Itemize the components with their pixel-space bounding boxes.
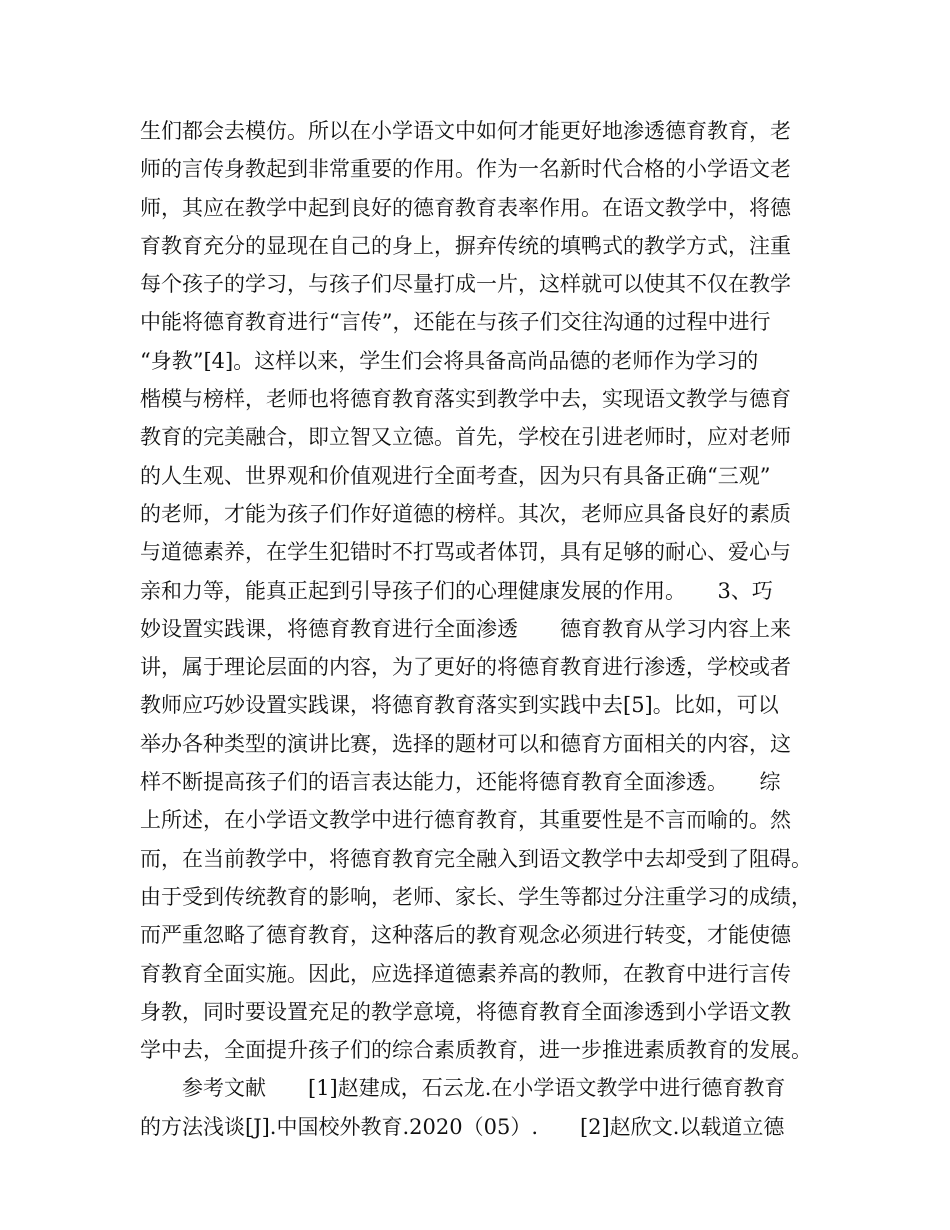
text-line: “身教”[4]。这样以来，学生们会将具备高尚品德的老师作为学习的 (140, 348, 759, 373)
text-line: 样不断提高孩子们的语言表达能力，还能将德育教育全面渗透。 综 (140, 770, 781, 795)
text-line: 教师应巧妙设置实践课，将德育教育落实到实践中去[5]。比如，可以 (140, 693, 779, 718)
text-line: 育教育充分的显现在自己的身上，摒弃传统的填鸭式的教学方式，注重 (140, 233, 791, 258)
text-line: 每个孩子的学习，与孩子们尽量打成一片，这样就可以使其不仅在教学 (140, 272, 791, 297)
text-line: 中能将德育教育进行“言传”，还能在与孩子们交往沟通的过程中进行 (140, 310, 771, 335)
reference-line: 参考文献 [1]赵建成，石云龙.在小学语文教学中进行德育教育 (140, 1076, 786, 1101)
text-line: 与道德素养，在学生犯错时不打骂或者体罚，具有足够的耐心、爱心与 (140, 540, 791, 565)
reference-line: 的方法浅谈[J].中国校外教育.2020（05）. [2]赵欣文.以载道立德 (140, 1114, 785, 1139)
text-line: 育教育全面实施。因此，应选择道德素养高的教师，在教育中进行言传 (140, 961, 791, 986)
text-line: 学中去，全面提升孩子们的综合素质教育，进一步推进素质教育的发展。 (140, 1038, 812, 1063)
text-line: 师，其应在教学中起到良好的德育教育表率作用。在语文教学中，将德 (140, 195, 791, 220)
text-line: 而严重忽略了德育教育，这种落后的教育观念必须进行转变，才能使德 (140, 923, 791, 948)
text-line: 身教，同时要设置充足的教学意境，将德育教育全面渗透到小学语文教 (140, 999, 791, 1024)
text-line: 教育的完美融合，即立智又立德。首先，学校在引进老师时，应对老师 (140, 425, 791, 450)
text-line: 的老师，才能为孩子们作好道德的榜样。其次，老师应具备良好的素质 (140, 501, 791, 526)
text-line: 举办各种类型的演讲比赛，选择的题材可以和德育方面相关的内容，这 (140, 731, 791, 756)
text-line: 上所述，在小学语文教学中进行德育教育，其重要性是不言而喻的。然 (140, 808, 791, 833)
text-line: 师的言传身教起到非常重要的作用。作为一名新时代合格的小学语文老 (140, 157, 791, 182)
text-line: 而，在当前教学中，将德育教育完全融入到语文教学中去却受到了阻碍。 (140, 846, 812, 871)
text-line: 讲，属于理论层面的内容，为了更好的将德育教育进行渗透，学校或者 (140, 655, 791, 680)
text-line: 由于受到传统教育的影响，老师、家长、学生等都过分注重学习的成绩， (140, 884, 812, 909)
text-line: 亲和力等，能真正起到引导孩子们的心理健康发展的作用。 3、巧 (140, 578, 773, 603)
text-line: 楷模与榜样，老师也将德育教育落实到教学中去，实现语文教学与德育 (140, 387, 791, 412)
text-line: 生们都会去模仿。所以在小学语文中如何才能更好地渗透德育教育，老 (140, 119, 791, 143)
text-line: 的人生观、世界观和价值观进行全面考查，因为只有具备正确“三观” (140, 463, 771, 488)
body-text (140, 112, 830, 1146)
text-line: 妙设置实践课，将德育教育进行全面渗透 德育教育从学习内容上来 (140, 616, 791, 641)
